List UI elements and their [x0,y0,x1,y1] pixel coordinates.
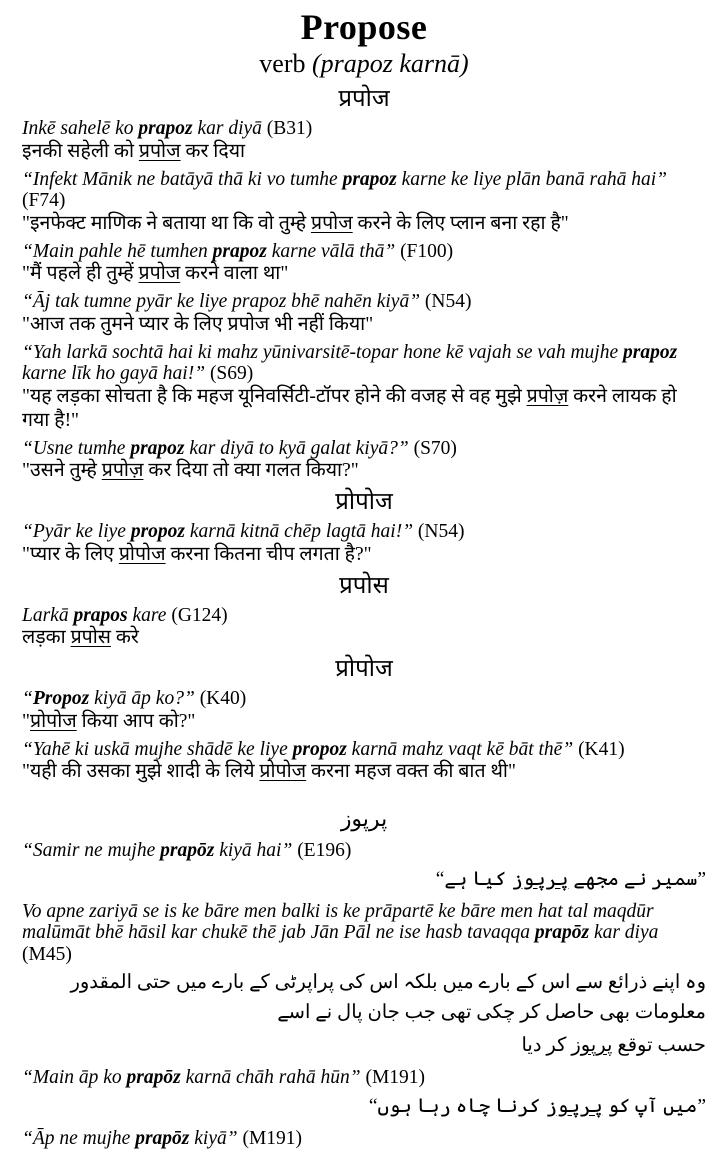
keyword-segment: प्रोपोज [119,544,166,565]
source-ref: (M45) [22,944,72,965]
part-of-speech [22,48,706,80]
native-line [22,865,706,895]
source-ref: (F100) [400,241,453,262]
source-ref: (N54) [418,521,465,542]
entry [22,521,706,567]
roman-line [22,118,706,140]
keyword-segment: प्रपोज [139,141,181,162]
section-heading: प्रपोज [22,85,706,113]
keyword-segment: prapoz [138,118,192,139]
text-segment: कर दिया [181,141,245,162]
entry [22,342,706,433]
text-segment: "प्यार के लिए [22,544,119,565]
native-line [22,760,706,784]
pos-pronunciation: (prapoz karnā) [312,49,469,78]
entry [22,1067,706,1122]
text-segment: “Yahē ki uskā mujhe shādē ke liye [22,739,293,760]
text-segment: kiyā āp ko?” [89,688,199,709]
text-segment: karne vālā thā” [267,241,400,262]
text-segment: करने के लिए प्लान बना रहा है" [353,213,569,234]
text-segment: karne līk ho gayā hai!” [22,363,210,384]
entry [22,169,706,236]
text-segment: kare [128,605,172,626]
text-segment: करना महज वक्त की बात थी" [306,761,516,782]
source-ref: (S69) [210,363,253,384]
roman-line [22,1067,706,1089]
text-segment: ”سمیر نے مجھے [568,869,706,890]
roman-line [22,1128,706,1149]
native-line [22,212,706,236]
text-segment: karnā chāh rahā hūn” [181,1067,366,1088]
text-segment: "यही की उसका मुझे शादी के लिये [22,761,259,782]
keyword-segment: प्रपोज़ [527,386,569,407]
text-segment: kar diyā to kyā galat kiyā?” [185,438,414,459]
text-segment: kiyā hai” [214,840,297,861]
keyword-segment: प्रपोज [139,263,181,284]
text-segment: “Infekt Mānik ne batāyā thā ki vo tumhe [22,169,343,190]
text-segment: "उसने तुम्हे [22,460,102,481]
section-heading: پرپوز [22,804,706,834]
keyword-segment: प्रपोस [71,627,111,648]
text-segment: करने वाला था" [180,263,288,284]
keyword-segment: प्रोपोज [30,711,77,732]
source-ref: (F74) [22,190,65,211]
text-segment: “ [22,688,33,709]
native-line [22,1092,706,1122]
text-segment: "आज तक तुमने प्यार के लिए प्रपोज भी नहीं किया" [22,314,373,335]
text-segment: “Main āp ko [22,1067,127,1088]
source-ref: (S70) [414,438,457,459]
section-heading: प्रोपोज [22,655,706,683]
entry [22,688,706,734]
text-segment: करना कितना चीप लगता है?" [166,544,372,565]
text-segment: लड़का [22,627,71,648]
text-segment: ”میں آپ کو [603,1096,706,1117]
native-line [22,543,706,567]
keyword-segment: propoz [131,521,185,542]
keyword-segment: پرپوز [511,869,568,890]
source-ref: (M191) [242,1128,302,1149]
source-ref: (E196) [297,840,351,861]
keyword-segment: propoz [293,739,347,760]
text-segment: "यह लड़का सोचता है कि महज यूनिवर्सिटी-टॉपर होने की वजह से वह मुझे [22,386,527,407]
native-line [22,710,706,734]
keyword-segment: prapōz [160,840,214,861]
entry [22,291,706,337]
text-segment: “Āp ne mujhe [22,1128,135,1149]
text-segment: इनकी सहेली को [22,141,139,162]
text-segment: "इनफेक्ट माणिक ने बताया था कि वो तुम्हे [22,213,311,234]
source-ref: (G124) [171,605,227,626]
text-segment: karne ke liye plān banā rahā hai” [397,169,667,190]
text-segment: kar diya [589,922,658,943]
roman-line [22,688,706,710]
entry [22,241,706,287]
entry [22,739,706,785]
text-segment: kar diyā [193,118,267,139]
text-segment: Larkā [22,605,73,626]
text-segment: किया आप को?" [77,711,196,732]
roman-line [22,521,706,543]
roman-line [22,342,706,385]
roman-line [22,840,706,862]
keyword-segment: prapōz [135,1128,189,1149]
text-segment: कर दिया तो क्या गलत किया?" [143,460,358,481]
keyword-segment: پرپوز [546,1096,603,1117]
keyword-segment: پرپوز [571,1035,612,1056]
roman-line [22,291,706,313]
keyword-segment: प्रोपोज [259,761,306,782]
entry [22,438,706,484]
keyword-segment: Propoz [33,688,89,709]
text-segment: کر دیا [521,1035,571,1056]
page-title: Propose [22,6,706,48]
keyword-segment: prapoz [623,342,677,363]
text-segment: करे [111,627,139,648]
text-segment: کیا ہے“ [436,869,512,890]
text-segment: करने लायक हो गया है!" [22,386,677,431]
source-ref: (M191) [365,1067,425,1088]
text-segment: “Main pahle hē tumhen [22,241,213,262]
roman-line [22,438,706,460]
source-ref: (K41) [578,739,625,760]
keyword-segment: prapoz [130,438,184,459]
section-heading: प्रोपोज [22,488,706,516]
text-segment: kiyā” [189,1128,242,1149]
roman-line [22,739,706,761]
source-ref: (N54) [425,291,472,312]
keyword-segment: prapōz [535,922,589,943]
text-segment: “Āj tak tumne pyār ke liye prapoz bhē nahēn kiyā” [22,291,425,312]
native-line [22,313,706,337]
text-segment: karnā kitnā chēp lagtā hai!” [185,521,418,542]
keyword-segment: prapōz [127,1067,181,1088]
keyword-segment: प्रपोज [311,213,353,234]
native-line [22,968,706,1028]
text-segment: “Usne tumhe [22,438,130,459]
entry [22,840,706,895]
native-line [22,262,706,286]
roman-line [22,169,706,212]
native-line [22,459,706,483]
entry [22,1128,706,1149]
keyword-segment: prapoz [343,169,397,190]
text-segment: “Samir ne mujhe [22,840,160,861]
native-line [22,140,706,164]
section-heading: प्रपोस [22,572,706,600]
keyword-segment: prapoz [213,241,267,262]
keyword-segment: prapos [73,605,127,626]
roman-line [22,605,706,627]
native-line [22,626,706,650]
native-line [22,385,706,433]
text-segment: Vo apne zariyā se is ke bāre men balki is ke prāpartē ke bāre men hat tal maqdūr malūmāt bhē hāsil kar chukē thē jab Jān Pāl ne ise hasb tavaqqa [22,901,654,944]
text-segment: karnā mahz vaqt kē bāt thē” [347,739,578,760]
text-segment: " [22,711,30,732]
text-segment: کرنا چاہ رہا ہوں“ [369,1096,546,1117]
native-line [22,1031,706,1061]
text-segment: "मैं पहले ही तुम्हें [22,263,139,284]
source-ref: (K40) [200,688,247,709]
sections-container [22,85,706,1149]
entry [22,118,706,164]
keyword-segment: प्रपोज़ [102,460,144,481]
roman-line [22,901,706,966]
text-segment: “Pyār ke liye [22,521,131,542]
text-segment: Inkē sahelē ko [22,118,138,139]
entry [22,605,706,651]
text-segment: وہ اپنے ذرائع سے اس کے بارے میں بلکہ اس کی پراپرٹی کے بارے میں حتی المقدور معلومات بھی حاصل کر چکی تھی جب جان پال نے اسے [70,972,706,1023]
pos-label: verb [259,49,305,78]
entry [22,901,706,1062]
source-ref: (B31) [267,118,313,139]
roman-line [22,241,706,263]
text-segment: “Yah larkā sochtā hai ki mahz yūnivarsitē-topar hone kē vajah se vah mujhe [22,342,623,363]
text-segment: حسب توقع [612,1035,706,1056]
